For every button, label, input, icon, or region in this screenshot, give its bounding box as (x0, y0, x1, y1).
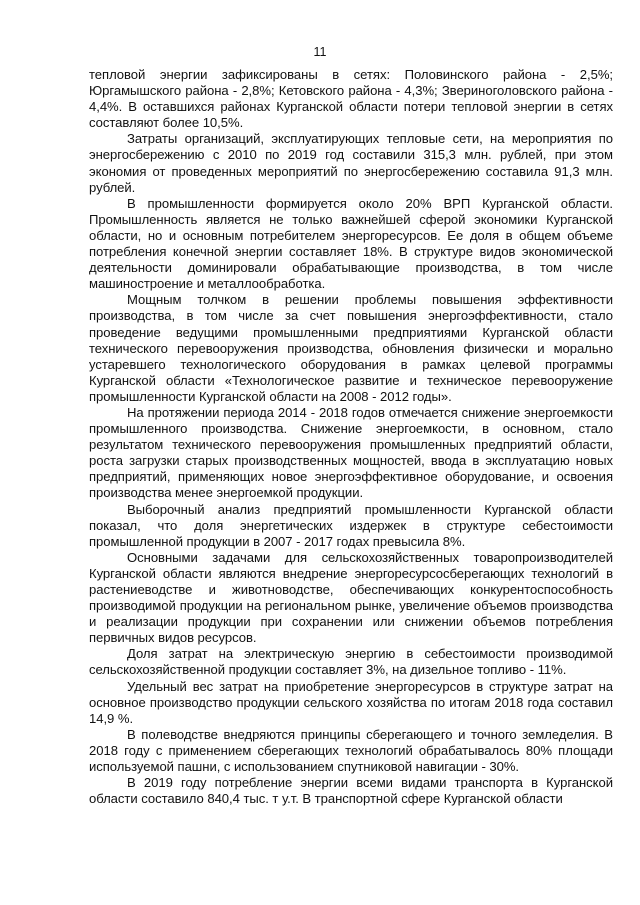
paragraph-field-farming: В полеводстве внедряются принципы сберегающего и точного земледелия. В 2018 году с применением сберегающих технологий обрабатывалось 80% площади используемой пашни, с использованием спутниковой навигации - 30%. (89, 726, 613, 775)
paragraph-selective-analysis: Выборочный анализ предприятий промышленности Курганской области показал, что доля энергетических издержек в структуре себестоимости промышленной продукции в 2007 - 2017 годах превысила 8%. (89, 501, 613, 549)
paragraph-transport-consumption: В 2019 году потребление энергии всеми видами транспорта в Курганской области составило 840,4 тыс. т у.т. В транспортной сфере Курганской области (89, 775, 613, 807)
document-body (89, 67, 613, 807)
paragraph-energy-intensity: На протяжении периода 2014 - 2018 годов отмечается снижение энергоемкости промышленного производства. Снижение энергоемкости, в основном, стало результатом технического перевооружения промышленных предприятий области, роста загрузки старых производственных мощностей, ввода в эксплуатацию новых предприятий, применяющих новое энергоэффективное оборудование, и освоения производства менее энергоемкой продукции. (89, 404, 613, 501)
paragraph-technical-reequipment: Мощным толчком в решении проблемы повышения эффективности производства, в том числе за счет повышения энергоэффективности, стало проведение ведущими промышленными предприятиями Курганской области технического перевооружения производства, обновления физически и морально устаревшего технологического оборудования в рамках целевой программы Курганской области «Технологическое развитие и техническое перевооружение промышленности Курганской области на 2008 - 2012 годы». (89, 292, 613, 404)
paragraph-agriculture-tasks: Основными задачами для сельскохозяйственных товаропроизводителей Курганской области являются внедрение энергоресурсосберегающих технологий в растениеводстве и животноводстве, обеспечивающих конкурентоспособность производимой продукции на региональном рынке, увеличение объемов производства и реализации продукции при сохранении или снижении объемов потребления первичных видов ресурсов. (89, 549, 613, 646)
paragraph-energy-costs-weight: Удельный вес затрат на приобретение энергоресурсов в структуре затрат на основное производство продукции сельского хозяйства по итогам 2018 года составил 14,9 %. (89, 678, 613, 726)
paragraph-electricity-share: Доля затрат на электрическую энергию в себестоимости производимой сельскохозяйственной продукции составляет 3%, на дизельное топливо - 11%. (89, 646, 613, 678)
paragraph-heat-network-costs: Затраты организаций, эксплуатирующих тепловые сети, на мероприятия по энергосбережению с 2010 по 2019 год составили 315,3 млн. рублей, при этом экономия от проведенных мероприятий по энергосбережению составила 91,3 млн. рублей. (89, 131, 613, 195)
paragraph-industry-share: В промышленности формируется около 20% ВРП Курганской области. Промышленность является не только важнейшей сферой экономики Курганской области, но и основным потребителем энергоресурсов. Ее доля в общем объеме потребления конечной энергии составляет 18%. В структуре видов экономической деятельности доминировали обрабатывающие производства, в том числе машиностроение и металлообработка. (89, 195, 613, 292)
page-number: 11 (313, 45, 327, 59)
paragraph-heat-losses-continued: тепловой энергии зафиксированы в сетях: Половинского района - 2,5%; Юргамышского района - 2,8%; Кетовского района - 4,3%; Звериноголовского района - 4,4%. В оставшихся районах Курганской области потери тепловой энергии в сетях составляют более 10,5%. (89, 67, 613, 131)
